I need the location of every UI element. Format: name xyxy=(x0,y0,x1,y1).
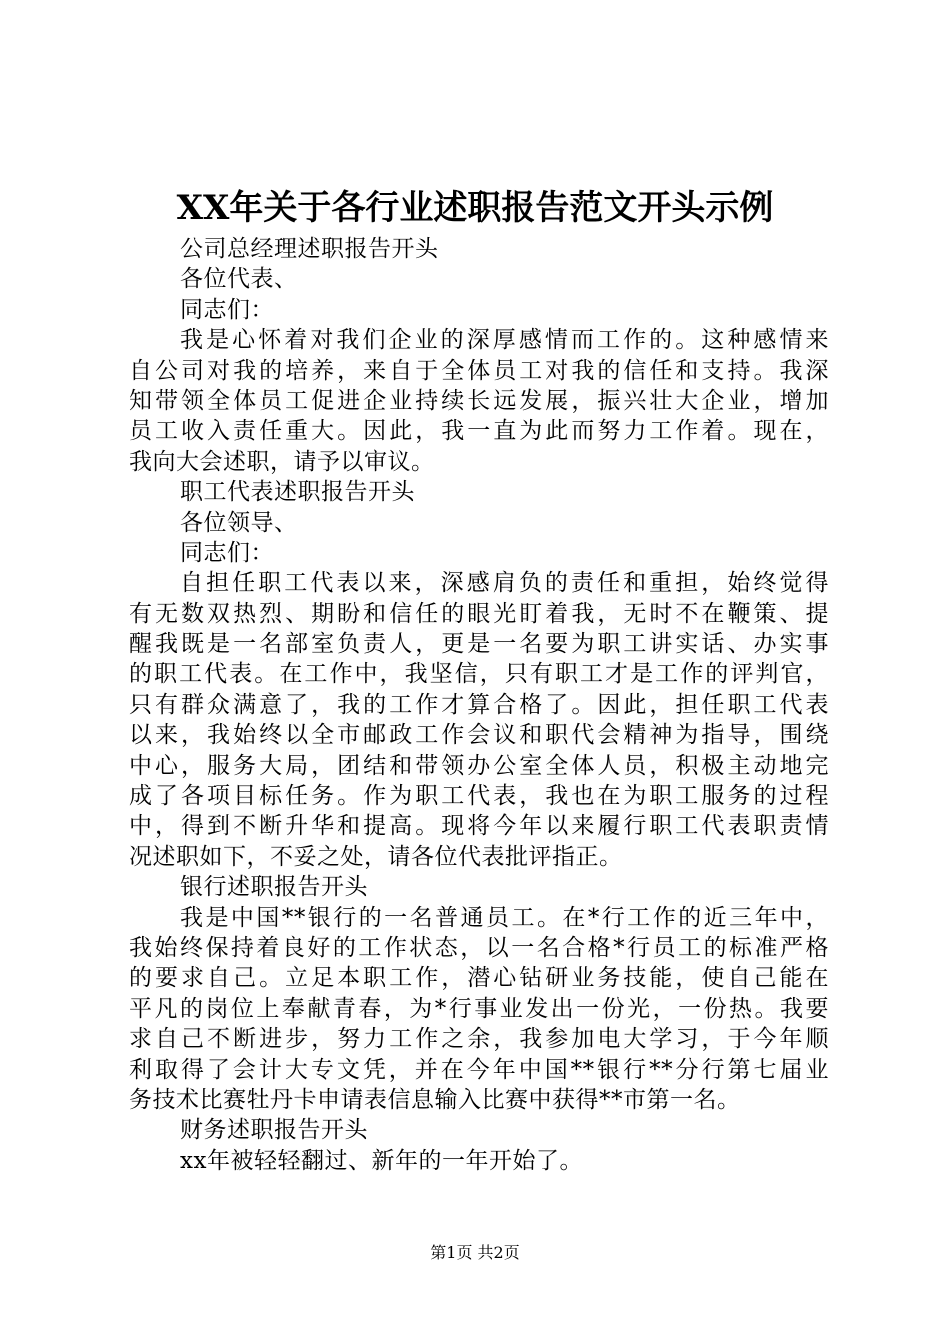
text-line: 的要求自己。立足本职工作，潜心钻研业务技能，使自己能在 xyxy=(129,965,829,992)
text-line: 求自己不断进步，努力工作之余，我参加电大学习，于今年顺 xyxy=(129,1026,829,1053)
text-line: 有无数双热烈、期盼和信任的眼光盯着我，无时不在鞭策、提 xyxy=(129,600,829,627)
text-line: 成了各项目标任务。作为职工代表，我也在为职工服务的过程 xyxy=(129,783,829,810)
text-line: 员工收入责任重大。因此，我一直为此而努力工作着。现在， xyxy=(129,418,829,445)
text-line: xx年被轻轻翻过、新年的一年开始了。 xyxy=(180,1147,583,1174)
text-line: 知带领全体员工促进企业持续长远发展，振兴壮大企业，增加 xyxy=(129,387,829,414)
text-line: 职工代表述职报告开头 xyxy=(180,479,415,506)
text-line: 以来，我始终以全市邮政工作会议和职代会精神为指导，围绕 xyxy=(129,722,829,749)
text-line: 自公司对我的培养，来自于全体员工对我的信任和支持。我深 xyxy=(129,357,829,384)
text-line: 各位领导、 xyxy=(180,509,298,536)
text-line: 中，得到不断升华和提高。现将今年以来履行职工代表职责情 xyxy=(129,813,829,840)
document-title: XX年关于各行业述职报告范文开头示例 xyxy=(176,188,774,228)
text-line: 务技术比赛牡丹卡申请表信息输入比赛中获得**市第一名。 xyxy=(129,1086,741,1113)
text-line: 我始终保持着良好的工作状态，以一名合格*行员工的标准严格 xyxy=(129,934,829,961)
text-line: 银行述职报告开头 xyxy=(180,874,368,901)
text-line: 平凡的岗位上奉献青春，为*行事业发出一份光，一份热。我要 xyxy=(129,995,829,1022)
text-line: 财务述职报告开头 xyxy=(180,1117,368,1144)
text-line: 只有群众满意了，我的工作才算合格了。因此，担任职工代表 xyxy=(129,691,829,718)
text-line: 我是中国**银行的一名普通员工。在*行工作的近三年中， xyxy=(180,904,829,931)
text-line: 各位代表、 xyxy=(180,266,298,293)
text-line: 醒我既是一名部室负责人，更是一名要为职工讲实话、办实事 xyxy=(129,631,829,658)
text-line: 利取得了会计大专文凭，并在今年中国**银行**分行第七届业 xyxy=(129,1056,829,1083)
text-line: 的职工代表。在工作中，我坚信，只有职工才是工作的评判官， xyxy=(129,661,829,688)
text-line: 同志们： xyxy=(180,296,274,323)
text-line: 况述职如下，不妥之处，请各位代表批评指正。 xyxy=(129,843,623,870)
text-line: 自担任职工代表以来，深感肩负的责任和重担，始终觉得 xyxy=(180,570,829,597)
text-line: 我向大会述职，请予以审议。 xyxy=(129,448,435,475)
text-line: 同志们： xyxy=(180,539,274,566)
text-line: 我是心怀着对我们企业的深厚感情而工作的。这种感情来 xyxy=(180,327,829,354)
page-footer: 第1页 共2页 xyxy=(430,1243,520,1262)
text-line: 公司总经理述职报告开头 xyxy=(180,236,439,262)
text-line: 中心，服务大局，团结和带领办公室全体人员，积极主动地完 xyxy=(129,752,829,779)
document-body xyxy=(129,234,829,1176)
